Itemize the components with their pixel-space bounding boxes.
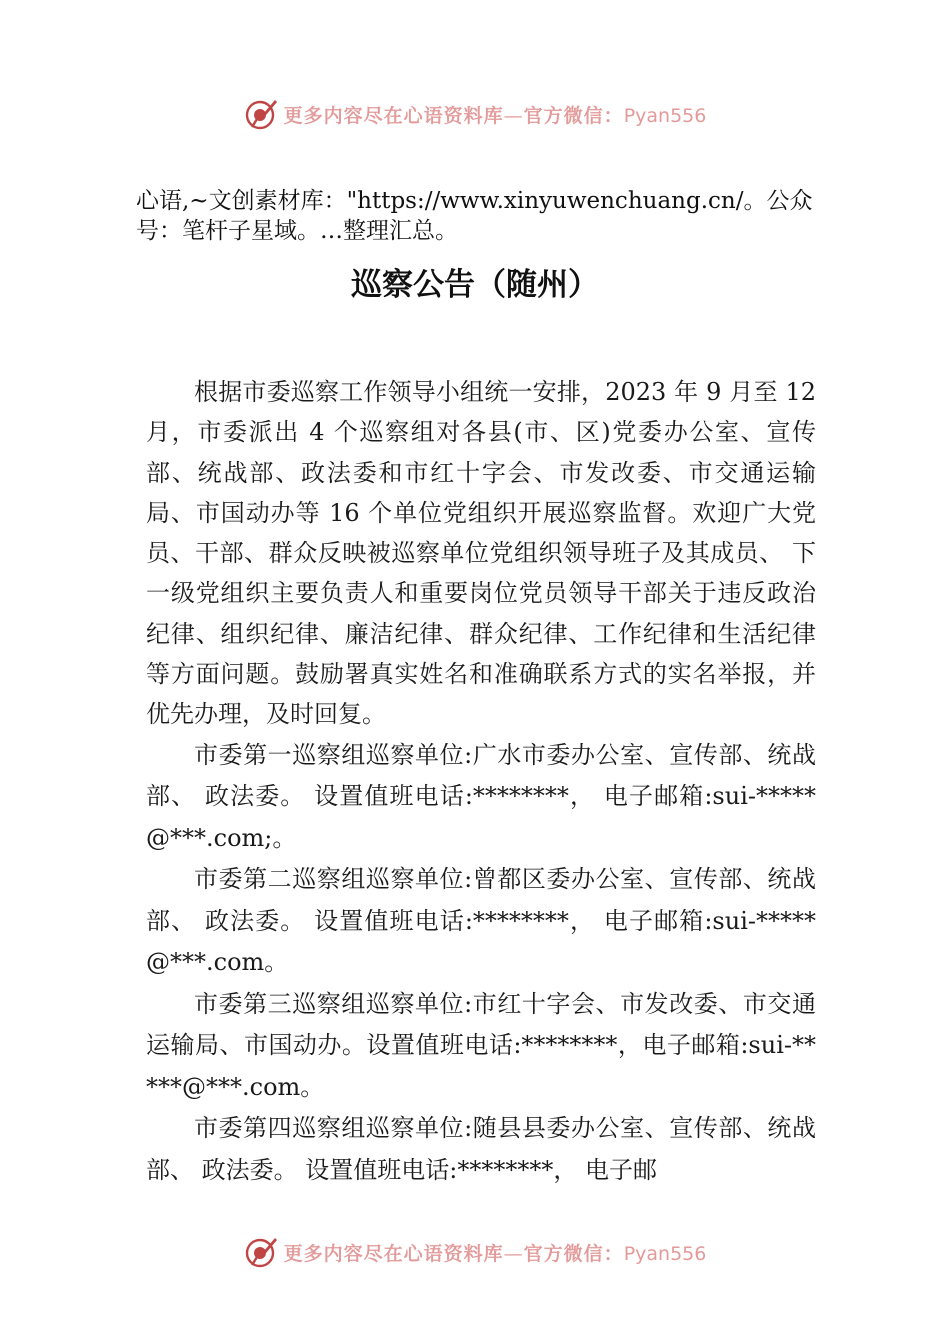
- group-2-paragraph: 市委第二巡察组巡察单位:曾都区委办公室、宣传部、统战部、 政法委。 设置值班电话:********， 电子邮箱:sui-*****@***.com。: [146, 865, 816, 977]
- document-title: 巡察公告（随州）: [351, 267, 599, 303]
- intro-paragraph: 根据市委巡察工作领导小组统一安排，2023 年 9 月至 12 月，市委派出 4 个巡察组对各县(市、区)党委办公室、宣传部、统战部、政法委和市红十字会、市发改委、市交通运输局、市国动办等 16 个单位党组织开展巡察监督。欢迎广大党员、干部、群众反映被巡察单位党组织领导班子及其成员、 下一级党组织主要负责人和重要岗位党员领导干部关于违反政治纪律、组织纪律、廉洁纪律、群众纪律、工作纪律和生活纪律等方面问题。鼓励署真实姓名和准确联系方式的实名举报，并优先办理，及时回复。: [146, 378, 816, 729]
- watermark-text: 更多内容尽在心语资料库—官方微信：Pyan556: [283, 104, 707, 127]
- source-note: 心语,~文创素材库："https://www.xinyuwenchuang.cn/。公众号：笔杆子星域。…整理汇总。: [136, 188, 813, 244]
- group-1-paragraph: 市委第一巡察组巡察单位:广水市委办公室、宣传部、统战部、 政法委。 设置值班电话:********， 电子邮箱:sui-*****@***.com;。: [146, 740, 816, 852]
- footer-watermark: [0, 1232, 950, 1272]
- group-3-paragraph: 市委第三巡察组巡察单位:市红十字会、市发改委、市交通运输局、市国动办。设置值班电话:********，电子邮箱:sui-*****@***.com。: [146, 989, 816, 1101]
- header-watermark: [0, 94, 950, 134]
- pen-logo-icon: [244, 97, 278, 131]
- pen-logo-icon: [244, 1235, 278, 1269]
- group-4-paragraph: 市委第四巡察组巡察单位:随县县委办公室、宣传部、统战部、 政法委。 设置值班电话:********， 电子邮: [146, 1114, 816, 1184]
- document-body: [146, 372, 816, 1191]
- watermark-text: 更多内容尽在心语资料库—官方微信：Pyan556: [283, 1242, 707, 1265]
